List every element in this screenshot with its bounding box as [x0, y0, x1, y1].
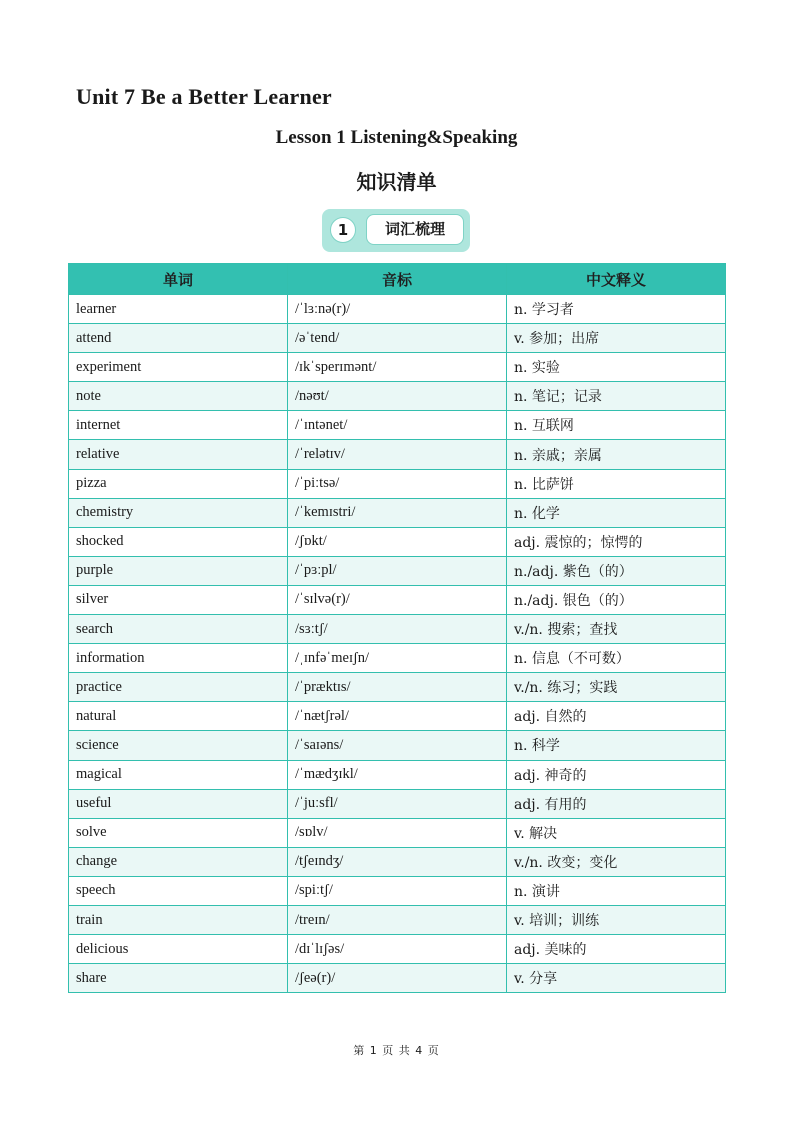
word-cell: silver	[69, 585, 288, 614]
table-row	[69, 818, 726, 847]
word-cell: science	[69, 731, 288, 760]
table-row	[69, 876, 726, 905]
meaning-cell: v. 参加；出席	[507, 324, 726, 353]
table-row	[69, 498, 726, 527]
phonetic-cell: /ʃeə(r)/	[288, 964, 507, 993]
phonetic-cell: /ɪkˈsperɪmənt/	[288, 353, 507, 382]
table-row	[69, 382, 726, 411]
table-row	[69, 731, 726, 760]
meaning-cell: adj. 自然的	[507, 702, 726, 731]
meaning-cell: v./n. 搜索；查找	[507, 615, 726, 644]
table-row	[69, 673, 726, 702]
phonetic-cell: /ˈjuːsfl/	[288, 789, 507, 818]
table-header-row	[69, 264, 726, 295]
meaning-cell: v./n. 练习；实践	[507, 673, 726, 702]
table-row	[69, 615, 726, 644]
word-cell: note	[69, 382, 288, 411]
table-row	[69, 964, 726, 993]
phonetic-cell: /treɪn/	[288, 905, 507, 934]
table-row	[69, 760, 726, 789]
table-row	[69, 847, 726, 876]
table-row	[69, 295, 726, 324]
word-cell: purple	[69, 556, 288, 585]
meaning-cell: n. 亲戚；亲属	[507, 440, 726, 469]
word-cell: learner	[69, 295, 288, 324]
section-badge	[322, 209, 470, 252]
meaning-cell: n. 化学	[507, 498, 726, 527]
phonetic-cell: /ˈsaɪəns/	[288, 731, 507, 760]
phonetic-cell: /ˈnætʃrəl/	[288, 702, 507, 731]
phonetic-cell: /ˈrelətɪv/	[288, 440, 507, 469]
phonetic-cell: /ˈpɜːpl/	[288, 556, 507, 585]
meaning-cell: n. 演讲	[507, 876, 726, 905]
meaning-cell: adj. 震惊的；惊愕的	[507, 527, 726, 556]
section-number: 1	[330, 217, 356, 243]
phonetic-cell: /əˈtend/	[288, 324, 507, 353]
phonetic-cell: /ˈmædʒɪkl/	[288, 760, 507, 789]
word-cell: chemistry	[69, 498, 288, 527]
meaning-cell: n. 笔记；记录	[507, 382, 726, 411]
meaning-cell: v./n. 改变；变化	[507, 847, 726, 876]
table-row	[69, 585, 726, 614]
table-body	[69, 295, 726, 993]
meaning-cell: n. 实验	[507, 353, 726, 382]
header-word: 单词	[69, 264, 288, 295]
phonetic-cell: /ˈɪntənet/	[288, 411, 507, 440]
unit-title: Unit 7 Be a Better Learner	[76, 84, 332, 109]
word-cell: train	[69, 905, 288, 934]
phonetic-cell: /ˈlɜːnə(r)/	[288, 295, 507, 324]
meaning-cell: v. 分享	[507, 964, 726, 993]
word-cell: pizza	[69, 469, 288, 498]
header-meaning: 中文释义	[507, 264, 726, 295]
meaning-cell: v. 解决	[507, 818, 726, 847]
phonetic-cell: /sɒlv/	[288, 818, 507, 847]
table-row	[69, 789, 726, 818]
phonetic-cell: /ˈkemɪstri/	[288, 498, 507, 527]
phonetic-cell: /tʃeɪndʒ/	[288, 847, 507, 876]
meaning-cell: adj. 美味的	[507, 935, 726, 964]
table-row	[69, 469, 726, 498]
knowledge-list-title: 知识清单	[356, 170, 437, 194]
phonetic-cell: /ˈsɪlvə(r)/	[288, 585, 507, 614]
table-row	[69, 644, 726, 673]
phonetic-cell: /ˈpræktɪs/	[288, 673, 507, 702]
phonetic-cell: /sɜːtʃ/	[288, 615, 507, 644]
word-cell: delicious	[69, 935, 288, 964]
page-footer: 第 1 页 共 4 页	[353, 1044, 440, 1057]
meaning-cell: n. 信息（不可数）	[507, 644, 726, 673]
table-row	[69, 440, 726, 469]
word-cell: practice	[69, 673, 288, 702]
phonetic-cell: /ˌɪnfəˈmeɪʃn/	[288, 644, 507, 673]
phonetic-cell: /ˈpiːtsə/	[288, 469, 507, 498]
meaning-cell: v. 培训；训练	[507, 905, 726, 934]
word-cell: attend	[69, 324, 288, 353]
meaning-cell: n. 科学	[507, 731, 726, 760]
meaning-cell: n./adj. 紫色（的）	[507, 556, 726, 585]
vocabulary-table	[68, 263, 726, 993]
meaning-cell: adj. 神奇的	[507, 760, 726, 789]
word-cell: shocked	[69, 527, 288, 556]
table-row	[69, 905, 726, 934]
phonetic-cell: /spiːtʃ/	[288, 876, 507, 905]
word-cell: internet	[69, 411, 288, 440]
table-row	[69, 353, 726, 382]
table-row	[69, 411, 726, 440]
word-cell: solve	[69, 818, 288, 847]
meaning-cell: adj. 有用的	[507, 789, 726, 818]
word-cell: relative	[69, 440, 288, 469]
section-label: 词汇梳理	[366, 214, 464, 245]
meaning-cell: n. 学习者	[507, 295, 726, 324]
table-row	[69, 527, 726, 556]
table-row	[69, 702, 726, 731]
header-phonetic: 音标	[288, 264, 507, 295]
table-row	[69, 324, 726, 353]
word-cell: search	[69, 615, 288, 644]
word-cell: useful	[69, 789, 288, 818]
word-cell: change	[69, 847, 288, 876]
meaning-cell: n. 比萨饼	[507, 469, 726, 498]
table-row	[69, 935, 726, 964]
lesson-title: Lesson 1 Listening&Speaking	[275, 127, 518, 148]
table-row	[69, 556, 726, 585]
word-cell: natural	[69, 702, 288, 731]
word-cell: experiment	[69, 353, 288, 382]
word-cell: information	[69, 644, 288, 673]
phonetic-cell: /dɪˈlɪʃəs/	[288, 935, 507, 964]
word-cell: magical	[69, 760, 288, 789]
phonetic-cell: /nəʊt/	[288, 382, 507, 411]
meaning-cell: n. 互联网	[507, 411, 726, 440]
phonetic-cell: /ʃɒkt/	[288, 527, 507, 556]
word-cell: share	[69, 964, 288, 993]
meaning-cell: n./adj. 银色（的）	[507, 585, 726, 614]
word-cell: speech	[69, 876, 288, 905]
